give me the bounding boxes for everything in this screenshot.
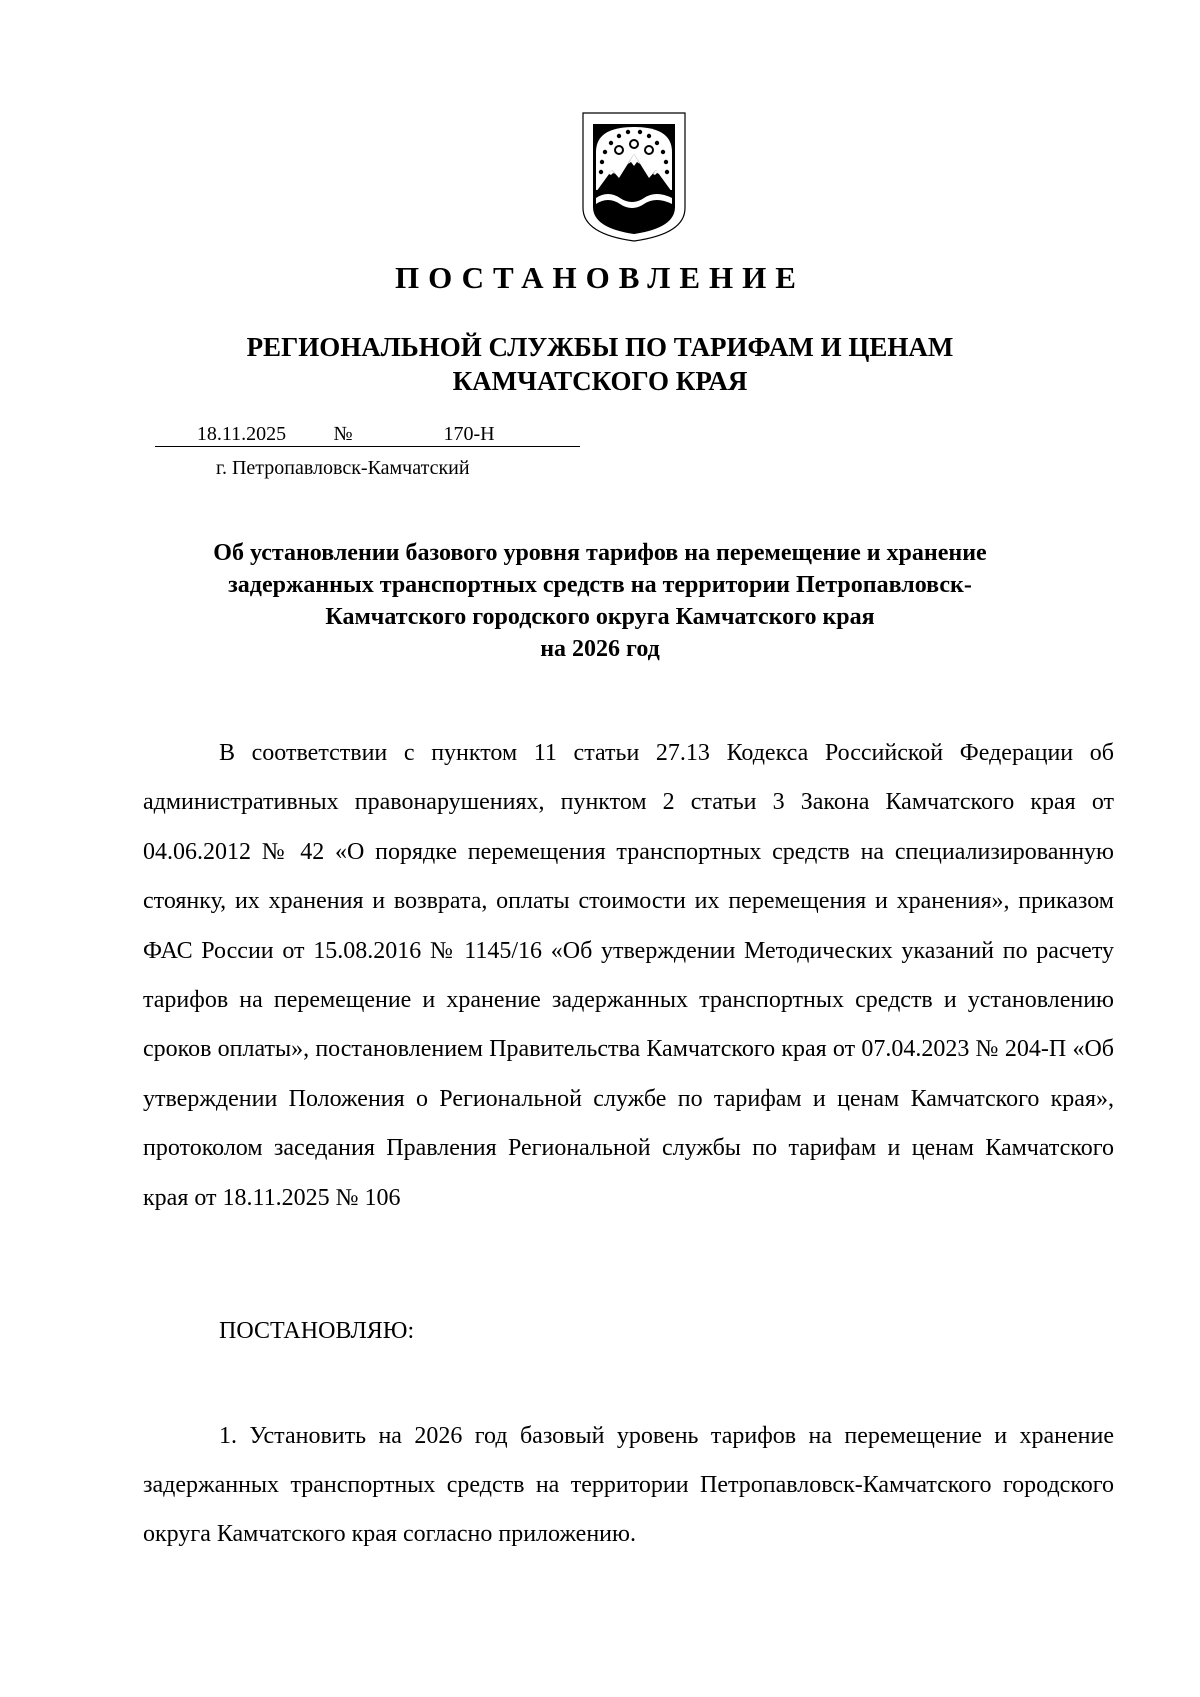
document-date: 18.11.2025 [155,422,328,447]
issue-city: г. Петропавловск-Камчатский [216,457,470,479]
resolution-item-1: 1. Установить на 2026 год базовый уровень тарифов на перемещение и хранение задержанных транспортных средств на территории Петропавловск-Камчатского городского округа Камчатского края согласно приложению. [143,1423,1114,1547]
issuer-line: КАМЧАТСКОГО КРАЯ [452,366,748,396]
title-line: задержанных транспортных средств на территории Петропавловск- [228,572,972,598]
title-line: Камчатского городского округа Камчатского края [325,604,875,630]
decree-statement: ПОСТАНОВЛЯЮ: [219,1318,415,1344]
number-sign: № [328,422,358,447]
title-line: на 2026 год [540,636,660,662]
kamchatka-coat-of-arms-icon [582,112,686,242]
preamble-paragraph: В соответствии с пунктом 11 статьи 27.13 Кодекса Российской Федерации об административных правонарушениях, пунктом 2 статьи 3 Закона Камчатского края от 04.06.2012 № 42 «О порядке перемещения транспортных средств на специализированную стоянку, их хранения и возврата, оплаты стоимости их перемещения и хранения», приказом ФАС России от 15.08.2016 № 1145/16 «Об утверждении Методических указаний по расчету тарифов на перемещение и хранение задержанных транспортных средств и установлению сроков оплаты», постановлением Правительства Камчатского края от 07.04.2023 № 204-П «Об утверждении Положения о Региональной службе по тарифам и ценам Камчатского края», протоколом заседания Правления Региональной службы по тарифам и ценам Камчатского края от 18.11.2025 № 106 [143,740,1114,1211]
document-title [0,537,1200,665]
document-number: 170-Н [358,422,580,447]
issuer-heading [0,330,1200,398]
title-line: Об установлении базового уровня тарифов на перемещение и хранение [213,540,987,566]
document-type-heading: ПОСТАНОВЛЕНИЕ [395,260,805,295]
issuer-line: РЕГИОНАЛЬНОЙ СЛУЖБЫ ПО ТАРИФАМ И ЦЕНАМ [246,332,954,362]
